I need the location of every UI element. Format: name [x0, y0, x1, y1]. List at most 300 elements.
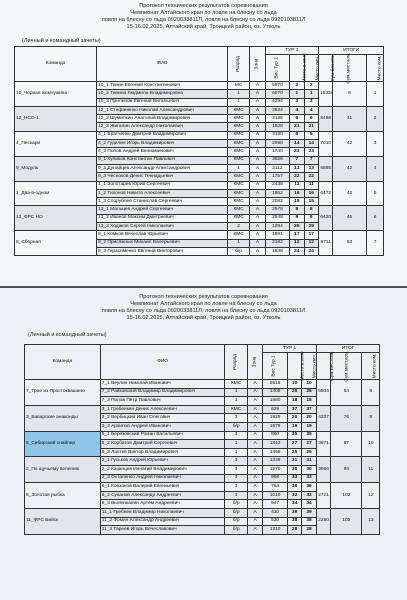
- zone-place-cell: 25: [287, 448, 301, 457]
- zone-cell: A: [250, 90, 266, 98]
- rank-cell: 1: [225, 448, 247, 457]
- rank-cell: КМС: [228, 123, 250, 131]
- zone-place-cell: 34: [287, 500, 301, 509]
- zone-cell: A: [250, 148, 266, 156]
- rank-cell: КМС: [228, 231, 250, 239]
- discipline-line: ловля на блесну со льда 0920033811Л, ловля на блесну со льда 0920103811Л: [101, 17, 306, 23]
- rank-cell: 3: [225, 491, 247, 500]
- zone-cell: A: [247, 500, 263, 509]
- participant-name-cell: 11_3 Тареев Игорь Вячеславович: [100, 526, 225, 535]
- protocol-title: Протокол технических результатов соревнования: [139, 3, 268, 9]
- participant-name-cell: 10_1 Тинин Евгений Константинович: [97, 82, 228, 90]
- team-weight-total-cell: 5711: [318, 231, 332, 256]
- team-place-cell: 9: [362, 405, 380, 431]
- team-column-header: Команда: [15, 47, 97, 82]
- team-name-cell: 6_Золотая рыбка: [25, 483, 101, 509]
- personal-place-cell: 30: [302, 465, 316, 474]
- personal-place-cell: 22: [304, 173, 318, 181]
- summest-label: Сум.мест.ком.: [344, 350, 350, 382]
- mkom-label: Место ком.: [377, 55, 383, 81]
- personal-place-cell: 9: [304, 214, 318, 222]
- scoring-subtitle: (Личный и командный зачеты): [22, 38, 101, 44]
- participant-name-cell: 3_3 Архипов Андрей Иванович: [100, 422, 225, 431]
- zone-place-cell: 19: [287, 422, 301, 431]
- personal-place-cell: 16: [304, 189, 318, 197]
- personal-place-cell: 3: [304, 98, 318, 106]
- zone-place-cell: 28: [287, 526, 301, 535]
- team-place-cell: 8: [362, 380, 380, 406]
- team-weight-total-cell: 6420: [318, 206, 332, 231]
- zone-place-cell: 32: [287, 491, 301, 500]
- weight-cell: 1468: [263, 448, 288, 457]
- participant-name-cell: 5_1 Березовский Роман Васильевич: [100, 431, 225, 440]
- zone-cell: A: [250, 214, 266, 222]
- header-row: [15, 47, 400, 55]
- personal-place-cell: 36: [302, 483, 316, 492]
- team-place-cell: 10: [362, 431, 380, 457]
- ves-column-header: [265, 55, 289, 82]
- weight-cell: 3026: [265, 156, 289, 164]
- participant-name-cell: 3_2 Вербицкий Иван Олегович: [100, 414, 225, 423]
- mzone-column-header: [287, 351, 306, 381]
- scoring-subtitle: (Личный и командный зачеты): [28, 332, 107, 338]
- zone-cell: A: [250, 181, 266, 189]
- team-weight-total-cell: 5804: [316, 380, 330, 406]
- personal-place-cell: 4: [304, 106, 318, 114]
- team-places-sum-cell: 46: [333, 206, 366, 231]
- rank-cell: КМС: [228, 214, 250, 222]
- rank-cell: 1: [225, 440, 247, 449]
- team-name-cell: 13_ФРС НО: [15, 206, 97, 231]
- table-row: [15, 231, 400, 239]
- participant-name-cell: 5_3 Лаптев Виктор Владимирович: [100, 448, 225, 457]
- zone-cell: A: [250, 231, 266, 239]
- zone-column-header-label: Зона: [254, 58, 260, 70]
- weight-cell: 530: [263, 517, 288, 526]
- participant-name-cell: 9_3 Чесноков Денис Геннадьевич: [97, 173, 228, 181]
- rank-cell: МС: [228, 82, 250, 90]
- zone-place-cell: 16: [290, 189, 304, 197]
- zone-place-cell: 12: [290, 239, 304, 247]
- table-row: [15, 156, 400, 164]
- weight-cell: 958: [263, 474, 288, 483]
- rank-cell: КМС: [228, 148, 250, 156]
- team-place-cell: 7: [366, 231, 384, 256]
- participant-name-cell: 2_3 Остапенко Андрей Николаевич: [100, 474, 225, 483]
- team-places-sum-cell: 42: [333, 181, 366, 206]
- ves-column-header: [263, 353, 288, 380]
- zone-cell: A: [250, 164, 266, 172]
- team-weight-total-cell: 2721: [316, 483, 330, 509]
- participant-name-cell: 6_2 Суханов Александр Андреевич: [100, 491, 225, 500]
- rank-cell: 3: [225, 483, 247, 492]
- zone-cell: A: [247, 474, 263, 483]
- team-weight-total-cell: 3966: [316, 457, 330, 483]
- zone-place-cell: 29: [290, 223, 304, 231]
- team-name-cell: 9_Модуль: [15, 156, 97, 181]
- personal-place-cell: 17: [304, 231, 318, 239]
- mlich-label: Место лич.: [312, 353, 318, 379]
- participant-name-cell: 12_3 Жигалин Александр Николаевич: [97, 123, 228, 131]
- zone-cell: A: [250, 173, 266, 181]
- team-places-sum-cell: 87: [331, 431, 362, 457]
- weight-cell: 1270: [263, 465, 288, 474]
- rank-cell: б/р: [225, 422, 247, 431]
- sheet-header: [0, 0, 407, 31]
- participant-name-cell: 4_1 Братченко Дмитрий Владимирович: [97, 131, 228, 139]
- sheet-header: [0, 288, 407, 322]
- weight-cell: 2090: [265, 140, 289, 148]
- weight-cell: 1010: [263, 491, 288, 500]
- participant-name-cell: 4_3 Попов Андрей Вениаминович: [97, 148, 228, 156]
- participant-name-cell: 7_2 Райковский Владимир Владимирович: [100, 388, 225, 397]
- participant-name-cell: 1_2 Тихонов Никита Алексеевич: [97, 189, 228, 197]
- personal-place-cell: 2: [304, 82, 318, 90]
- rank-cell: б/р: [225, 526, 247, 535]
- zone-place-cell: 10: [287, 380, 301, 389]
- personal-place-cell: 23: [304, 148, 318, 156]
- weight-cell: 3136: [265, 115, 289, 123]
- zone-place-cell: 1: [290, 90, 304, 98]
- zone-cell: A: [247, 508, 263, 517]
- personal-place-cell: 21: [304, 123, 318, 131]
- zone-place-cell: 21: [290, 123, 304, 131]
- ves-label: Вес Тур 1: [274, 57, 280, 79]
- zone-cell: A: [250, 206, 266, 214]
- team-name-cell: 11_ФРС Бийск: [25, 508, 101, 534]
- personal-place-cell: 10: [302, 380, 316, 389]
- zone-place-cell: 22: [290, 173, 304, 181]
- participant-name-cell: 11_2 Фомин Александр Андреевич: [100, 517, 225, 526]
- team-weight-total-cell: 7010: [318, 131, 332, 156]
- table-row: [25, 380, 396, 389]
- personal-place-cell: 8: [304, 206, 318, 214]
- zone-place-cell: 17: [290, 231, 304, 239]
- personal-place-cell: 33: [302, 474, 316, 483]
- team-name-cell: 12_НСО-1: [15, 106, 97, 131]
- date-place-line: 15-16.02.2025, Алтайский край, Троицкий район, оз. Утколь: [126, 24, 281, 30]
- rank-cell: 1: [228, 239, 250, 247]
- zone-place-cell: 23: [290, 148, 304, 156]
- weight-cell: 629: [263, 405, 288, 414]
- rank-cell: 1: [225, 388, 247, 397]
- weight-cell: 4294: [265, 98, 289, 106]
- weight-cell: 5970: [265, 82, 289, 90]
- zone-place-cell: 6: [290, 115, 304, 123]
- zone-place-cell: 36: [287, 483, 301, 492]
- team-column-header: Команда: [25, 345, 101, 380]
- participant-name-cell: 6_1 Ковзанов Валерий Евгеньевич: [100, 483, 225, 492]
- weight-cell: 1343: [263, 440, 288, 449]
- zone-cell: A: [250, 131, 266, 139]
- weight-cell: 1310: [263, 526, 288, 535]
- zone-cell: A: [250, 223, 266, 231]
- participant-name-cell: 13_1 Мальцев Андрей Сергеевич: [97, 206, 228, 214]
- team-place-cell: 11: [362, 457, 380, 483]
- personal-place-cell: 7: [304, 156, 318, 164]
- weight-cell: 1757: [265, 173, 289, 181]
- personal-place-cell: 25: [302, 448, 316, 457]
- zone-place-cell: 39: [287, 508, 301, 517]
- rank-cell: б/р: [228, 247, 250, 255]
- personal-place-cell: 38: [302, 517, 316, 526]
- zone-cell: A: [247, 465, 263, 474]
- rank-cell: КМС: [228, 106, 250, 114]
- championship-title: Чемпионат Алтайского края по ловле на блесну со льда: [130, 10, 277, 16]
- rank-cell: КМС: [228, 131, 250, 139]
- weight-cell: 2112: [265, 164, 289, 172]
- team-name-cell: 5_Сибирский снайпер: [25, 431, 101, 457]
- weight-cell: 1828: [265, 123, 289, 131]
- rank-cell: 1: [228, 98, 250, 106]
- zone-place-cell: 3: [290, 98, 304, 106]
- personal-place-cell: 20: [302, 414, 316, 423]
- totals-header: ИТОГИ: [318, 47, 383, 55]
- zone-place-cell: 7: [290, 156, 304, 164]
- table-row: [15, 82, 400, 90]
- participant-name-cell: 8_1 Комков Вячеслав Юрьевич: [97, 231, 228, 239]
- rank-cell: КМС: [228, 189, 250, 197]
- rank-cell: КМС: [228, 115, 250, 123]
- sumves-label: Сум.баз.кгм.: [330, 54, 336, 82]
- weight-cell: 1740: [265, 148, 289, 156]
- team-place-cell: 5: [366, 181, 384, 206]
- participant-name-cell: 12_2 Шумилкин Анатолий Владимирович: [97, 115, 228, 123]
- team-weight-total-cell: 2250: [316, 508, 330, 534]
- team-places-sum-cell: 42: [333, 131, 366, 156]
- weight-cell: 3180: [265, 131, 289, 139]
- rank-cell: КМС: [228, 140, 250, 148]
- team-weight-total-cell: 8498: [318, 106, 332, 131]
- personal-place-cell: 15: [304, 198, 318, 206]
- rank-column-header-label: Разряд: [235, 56, 241, 72]
- team-weight-total-cell: 4337: [316, 405, 330, 431]
- team-weight-total-cell: 6895: [318, 156, 332, 181]
- team-place-cell: 3: [366, 131, 384, 156]
- zone-cell: A: [247, 517, 263, 526]
- personal-place-cell: 12: [304, 239, 318, 247]
- personal-place-cell: 29: [304, 223, 318, 231]
- mkom-column-header: [362, 353, 380, 380]
- zone-place-cell: 18: [287, 397, 301, 406]
- weight-cell: 410: [263, 508, 288, 517]
- zone-cell: A: [247, 422, 263, 431]
- zone-cell: A: [250, 115, 266, 123]
- name-column-header: ФИО: [97, 47, 228, 82]
- weight-cell: 6070: [265, 90, 289, 98]
- team-name-cell: 8_Сборная: [15, 231, 97, 256]
- zone-cell: A: [250, 106, 266, 114]
- weight-cell: 2438: [265, 181, 289, 189]
- personal-place-cell: 13: [304, 164, 318, 172]
- rank-cell: КМС: [228, 173, 250, 181]
- weight-cell: 2082: [265, 198, 289, 206]
- team-place-cell: 2: [366, 106, 384, 131]
- weight-cell: 1880: [263, 397, 288, 406]
- rank-cell: КМС: [228, 198, 250, 206]
- participant-name-cell: 5_2 Корбатов Дмитрий Сергеевич: [100, 440, 225, 449]
- participant-name-cell: 13_2 Иванов Максим Дмитриевич: [97, 214, 228, 222]
- table-row: [15, 206, 400, 214]
- weight-cell: 2548: [265, 214, 289, 222]
- rank-cell: 2: [228, 223, 250, 231]
- participant-name-cell: 12_1 Стефаненко Николай Александрович: [97, 106, 228, 114]
- team-name-cell: 7_Трое из Простоквашино: [25, 380, 101, 406]
- protocol-sheet-bottom: [0, 288, 407, 600]
- rank-column-header-label: Разряд: [233, 354, 239, 370]
- weight-cell: 1294: [265, 223, 289, 231]
- date-place-line: 15-16.02.2025, Алтайский край, Троицкий район, оз. Утколь: [126, 315, 281, 321]
- zone-cell: A: [250, 98, 266, 106]
- tour-header: ТУР 1: [265, 47, 318, 55]
- team-place-cell: 12: [362, 483, 380, 509]
- rank-cell: 1: [225, 397, 247, 406]
- zone-place-cell: 4: [290, 106, 304, 114]
- personal-place-cell: 5: [304, 131, 318, 139]
- zone-place-cell: 33: [287, 474, 301, 483]
- personal-place-cell: 28: [302, 526, 316, 535]
- zone-place-cell: 30: [287, 465, 301, 474]
- personal-place-cell: 34: [302, 500, 316, 509]
- zone-cell: A: [247, 431, 263, 440]
- table-row: [25, 483, 396, 492]
- participant-name-cell: 10_3 Прилепов Евгений Витальевич: [97, 98, 228, 106]
- mkom-column-header: [366, 55, 384, 82]
- personal-place-cell: 26: [302, 388, 316, 397]
- team-name-cell: 4_Пескари: [15, 131, 97, 156]
- zone-place-cell: 38: [287, 517, 301, 526]
- results-table: [14, 46, 400, 256]
- protocol-title: Протокол технических результатов соревнования: [139, 294, 268, 300]
- sumves-column-header: [316, 351, 335, 381]
- weight-cell: 2518: [263, 380, 288, 389]
- totals-header: ИТОГ: [316, 345, 380, 353]
- participant-name-cell: 1_3 Спорублев Станислав Сергеевич: [97, 198, 228, 206]
- table-row: [15, 106, 400, 114]
- zone-cell: A: [247, 405, 263, 414]
- participant-name-cell: 8_3 Герасименко Евгений Викторович: [97, 247, 228, 255]
- discipline-line: ловля на блесну со льда 0920033811Л, ловля на блесну со льда 0920103811Л: [101, 308, 306, 314]
- participant-name-cell: 4_2 Гудилин Игорь Владимирович: [97, 140, 228, 148]
- zone-column-header: [247, 345, 263, 380]
- weight-cell: 1879: [263, 422, 288, 431]
- rank-cell: 1: [228, 90, 250, 98]
- team-weight-total-cell: 3671: [316, 431, 330, 457]
- team-places-sum-cell: 94: [331, 457, 362, 483]
- zone-cell: A: [250, 140, 266, 148]
- mzone-column-header: [290, 53, 308, 83]
- participant-name-cell: 13_3 Ходаков Сергей Николаевич: [97, 223, 228, 231]
- zone-cell: A: [247, 380, 263, 389]
- personal-place-cell: 1: [304, 90, 318, 98]
- zone-place-cell: 5: [290, 131, 304, 139]
- championship-title: Чемпионат Алтайского края по ловле на блесну со льда: [130, 301, 277, 307]
- zone-place-cell: 31: [287, 457, 301, 466]
- weight-cell: 947: [263, 500, 288, 509]
- team-place-cell: 1: [366, 82, 384, 107]
- zone-cell: A: [247, 388, 263, 397]
- zone-place-cell: 8: [290, 206, 304, 214]
- weight-cell: 2182: [265, 239, 289, 247]
- zone-place-cell: 24: [290, 247, 304, 255]
- zone-place-cell: 9: [290, 214, 304, 222]
- rank-cell: КМС: [228, 181, 250, 189]
- rank-cell: б/р: [225, 517, 247, 526]
- zone-place-cell: 37: [287, 405, 301, 414]
- personal-place-cell: 35: [302, 431, 316, 440]
- personal-place-cell: 37: [302, 405, 316, 414]
- personal-place-cell: 32: [302, 491, 316, 500]
- zone-cell: A: [250, 198, 266, 206]
- personal-place-cell: 24: [304, 247, 318, 255]
- rank-column-header: [228, 47, 250, 82]
- participant-name-cell: 6_3 Вылегжанин Артём Андреевич: [100, 500, 225, 509]
- table-row: [15, 181, 400, 189]
- table-row: [15, 131, 400, 139]
- team-places-sum-cell: 54: [331, 380, 362, 406]
- personal-place-cell: 18: [302, 397, 316, 406]
- team-name-cell: 10_Черная жемчужина: [15, 82, 97, 107]
- weight-cell: 2578: [265, 206, 289, 214]
- personal-place-cell: 14: [304, 140, 318, 148]
- mkom-label: Место ком.: [372, 353, 378, 379]
- zone-place-cell: 14: [290, 140, 304, 148]
- rank-cell: КМС: [225, 405, 247, 414]
- zone-cell: A: [247, 457, 263, 466]
- mlich-label: Место лич.: [314, 55, 320, 81]
- mzone-label: Место в зоне: [302, 53, 308, 83]
- name-column-header: ФИО: [100, 345, 225, 380]
- zone-place-cell: 26: [287, 388, 301, 397]
- weight-cell: 860: [263, 431, 288, 440]
- zone-place-cell: 35: [287, 431, 301, 440]
- team-place-cell: 6: [366, 206, 384, 231]
- zone-place-cell: 11: [290, 181, 304, 189]
- team-places-sum-cell: 105: [331, 508, 362, 534]
- ves-label: Вес Тур 1: [272, 355, 278, 377]
- zone-cell: A: [247, 448, 263, 457]
- zone-cell: A: [250, 123, 266, 131]
- rank-cell: 1: [228, 164, 250, 172]
- personal-place-cell: 6: [304, 115, 318, 123]
- zone-cell: A: [247, 483, 263, 492]
- participant-name-cell: 8_2 Присяжных Михаил Валерьевич: [97, 239, 228, 247]
- weight-cell: 1952: [265, 189, 289, 197]
- team-name-cell: 2_По щучьему велению: [25, 457, 101, 483]
- rank-cell: КМС: [225, 380, 247, 389]
- weight-cell: 764: [263, 483, 288, 492]
- team-places-sum-cell: 76: [331, 405, 362, 431]
- rank-cell: 3: [225, 457, 247, 466]
- participant-name-cell: 2_2 Казанцев Иннатий Владимирович: [100, 465, 225, 474]
- table-row: [25, 431, 396, 440]
- zone-cell: A: [250, 189, 266, 197]
- rank-cell: 3: [225, 465, 247, 474]
- zone-column-header-label: Зона: [252, 356, 258, 368]
- participant-name-cell: 1_1 Золотарев Юрий Сергеевич: [97, 181, 228, 189]
- zone-place-cell: 13: [290, 164, 304, 172]
- zone-cell: A: [250, 239, 266, 247]
- weight-cell: 1638: [265, 247, 289, 255]
- zone-cell: A: [247, 491, 263, 500]
- rank-column-header: [225, 345, 247, 380]
- zone-cell: A: [250, 247, 266, 255]
- table-row: [25, 508, 396, 517]
- header-row: [25, 345, 396, 353]
- team-name-cell: 3_Баварские анаконды: [25, 405, 101, 431]
- tour-header: ТУР 1: [263, 345, 316, 353]
- zone-cell: A: [250, 156, 266, 164]
